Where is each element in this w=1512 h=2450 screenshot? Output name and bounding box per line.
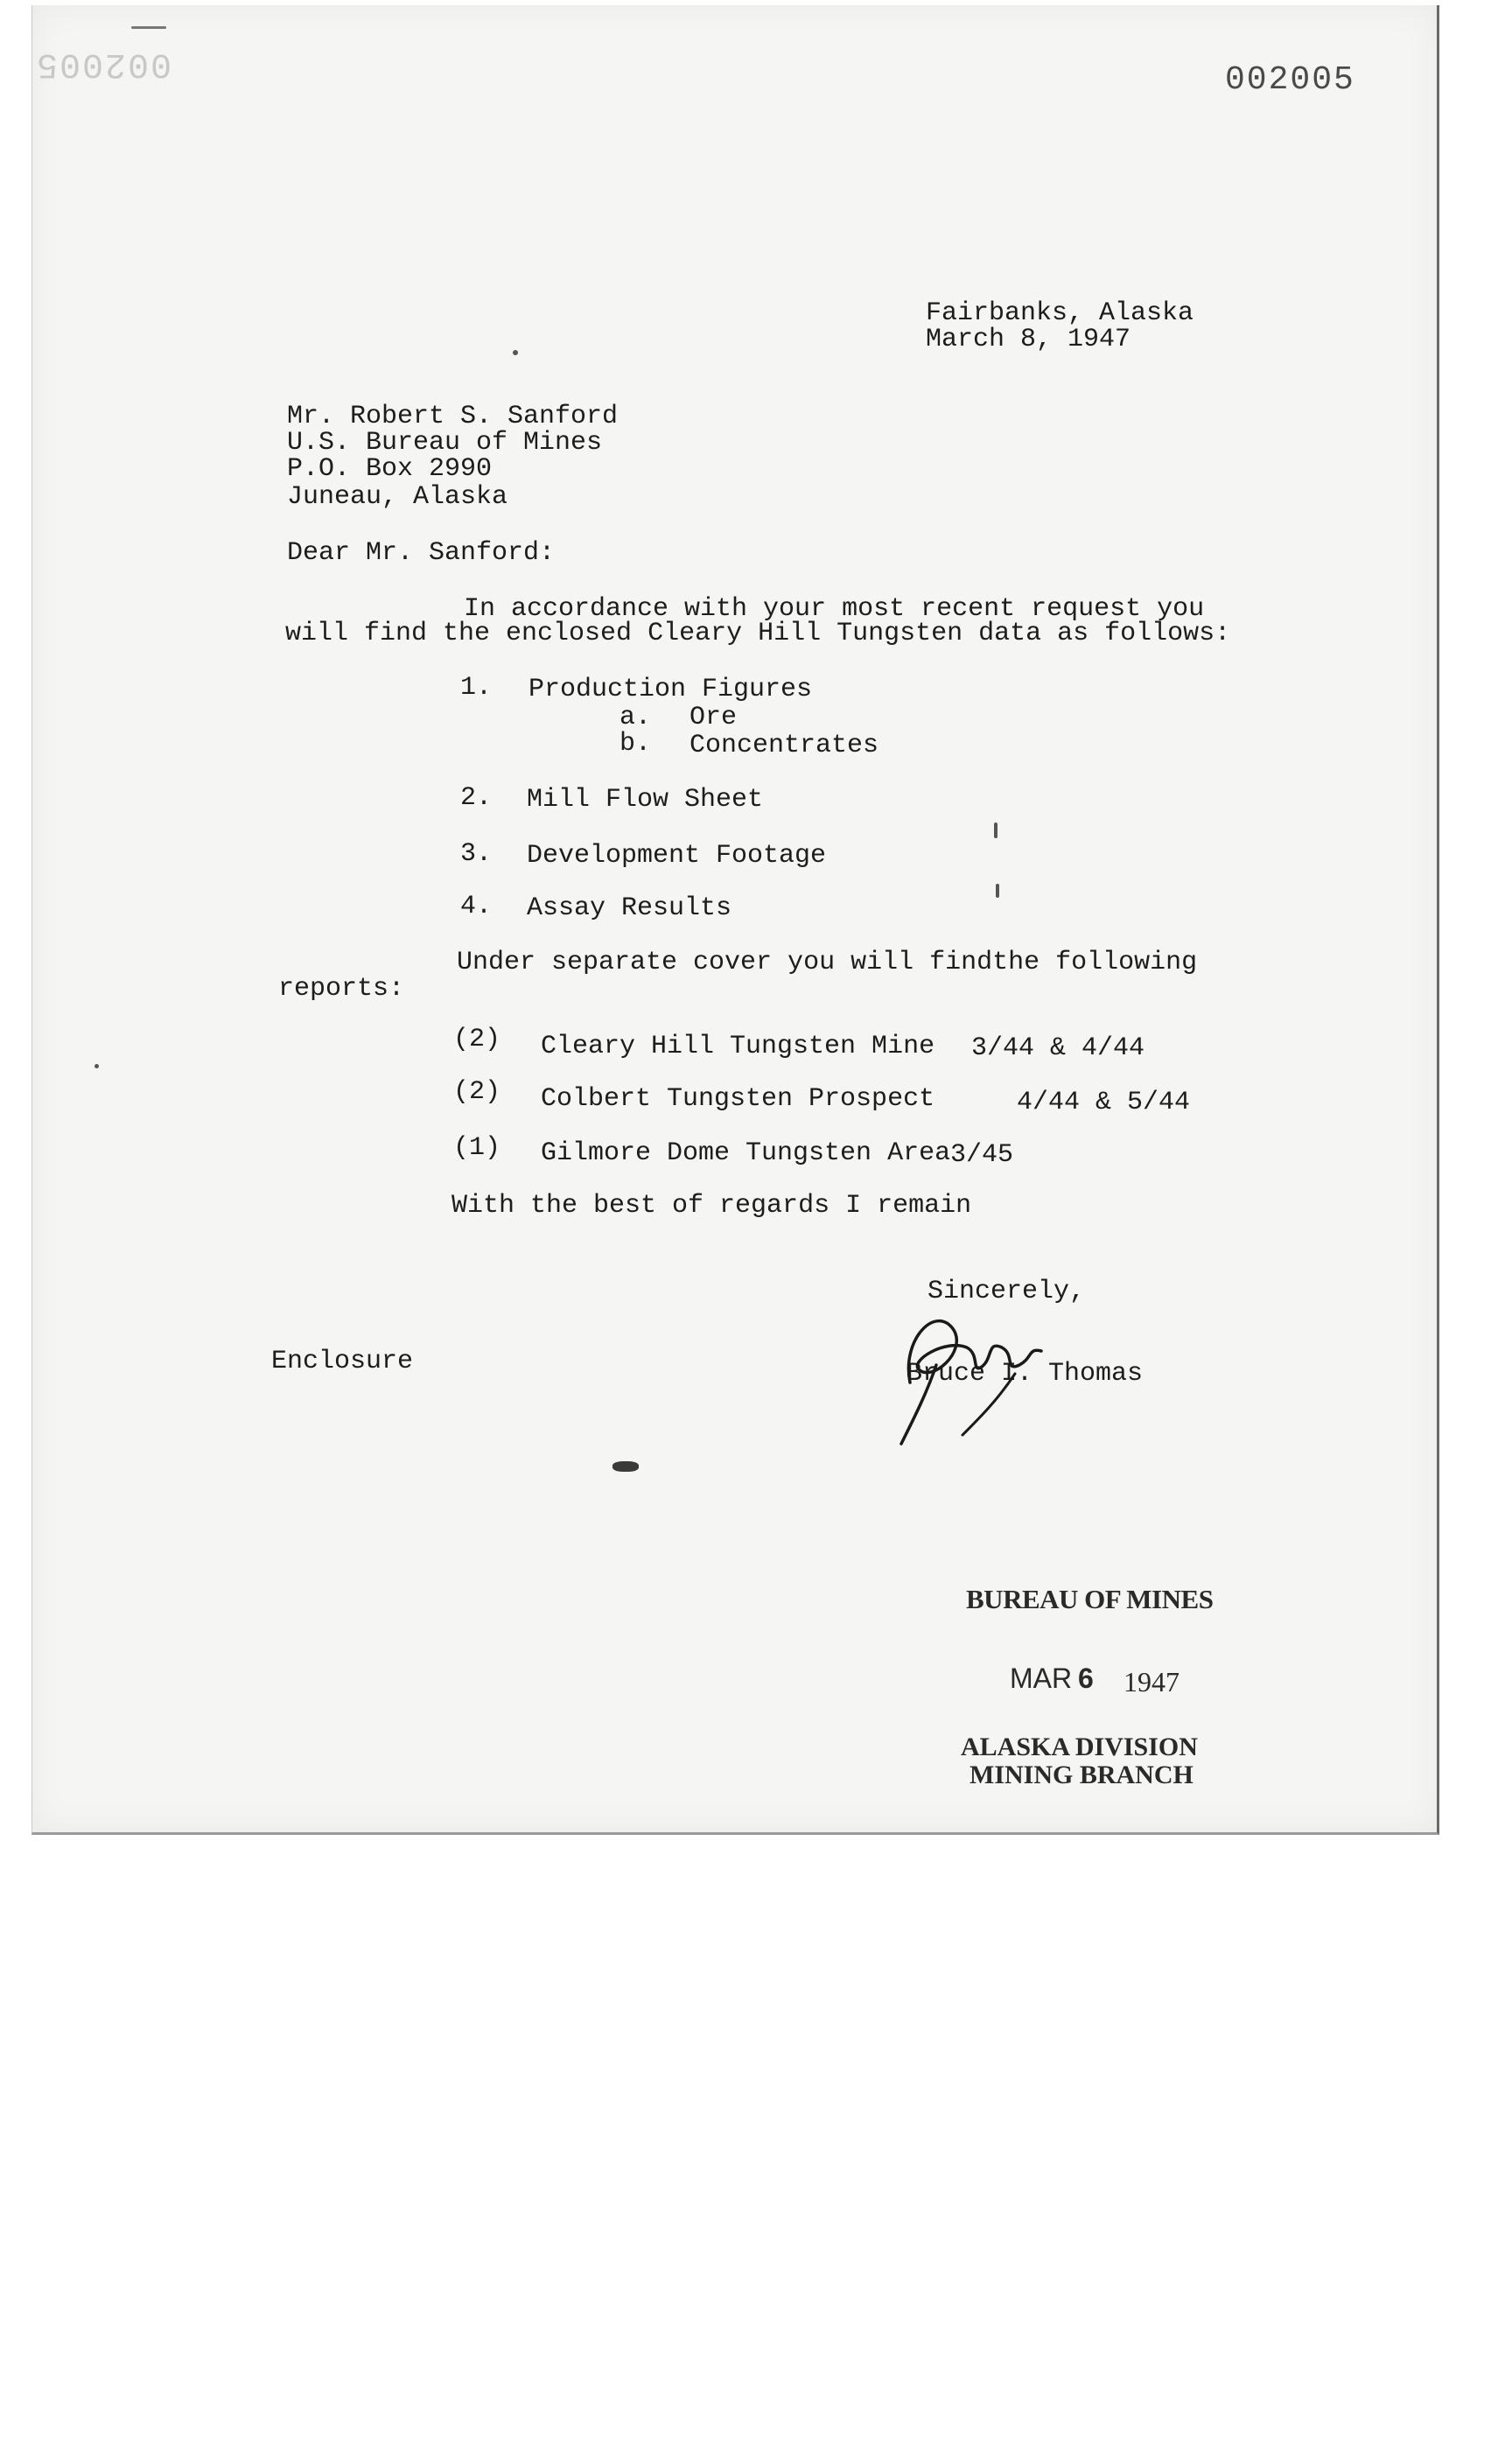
document-number: 002005 (1225, 61, 1355, 99)
item-label: Development Footage (527, 841, 827, 871)
report-title: Gilmore Dome Tungsten Area (541, 1138, 951, 1168)
bleed-through-number: 002005 (35, 44, 172, 83)
stamp-year: 1947 (1124, 1666, 1180, 1698)
separate-cover-line-2: reports: (278, 974, 405, 1004)
item-label: Mill Flow Sheet (527, 785, 764, 815)
enclosure-note: Enclosure (271, 1347, 414, 1376)
letter-date: March 8, 1947 (926, 325, 1131, 354)
sub-item-number: a. (620, 703, 652, 732)
recipient-city: Juneau, Alaska (287, 482, 508, 512)
ink-speck (996, 884, 999, 898)
letter-page (32, 5, 1439, 1835)
handwritten-signature (884, 1286, 1076, 1452)
intro-line-1: In accordance with your most recent request you (464, 594, 1205, 624)
report-count: (2) (453, 1025, 501, 1054)
stamp-month: MAR (1010, 1662, 1073, 1694)
ink-speck (131, 26, 166, 29)
signer-name: Bruce I. Thomas (906, 1359, 1144, 1389)
ink-speck (94, 1064, 99, 1068)
location: Fairbanks, Alaska (926, 298, 1194, 328)
report-title: Cleary Hill Tungsten Mine (541, 1032, 935, 1061)
item-number: 2. (460, 783, 493, 813)
sub-item-number: b. (620, 729, 652, 759)
stamp-bureau: BUREAU OF MINES (966, 1584, 1214, 1614)
sub-item-label: Ore (690, 703, 738, 732)
item-number: 1. (460, 673, 493, 703)
separate-cover-line: Under separate cover you will findthe following (457, 948, 1198, 977)
sub-item-label: Concentrates (690, 731, 879, 760)
ink-speck (513, 350, 518, 355)
report-dates: 4/44 & 5/44 (1017, 1088, 1191, 1117)
recipient-box: P.O. Box 2990 (287, 454, 493, 484)
sign-off: Sincerely, (928, 1277, 1086, 1306)
ink-speck (994, 822, 998, 838)
item-number: 4. (460, 892, 493, 921)
salutation: Dear Mr. Sanford: (287, 538, 556, 568)
item-label: Assay Results (527, 893, 732, 923)
recipient-name: Mr. Robert S. Sanford (287, 402, 619, 431)
report-count: (1) (453, 1133, 501, 1163)
intro-line-2: will find the enclosed Cleary Hill Tungsten data as follows: (285, 619, 1231, 648)
closing-line: With the best of regards I remain (452, 1191, 972, 1221)
item-number: 3. (460, 839, 493, 869)
report-dates: 3/45 (950, 1140, 1014, 1170)
stamp-branch: MINING BRANCH (970, 1760, 1194, 1789)
report-title: Colbert Tungsten Prospect (541, 1084, 935, 1114)
stamp-day: 6 (1078, 1662, 1094, 1694)
recipient-org: U.S. Bureau of Mines (287, 428, 603, 458)
ink-smudge (612, 1461, 639, 1472)
report-dates: 3/44 & 4/44 (971, 1033, 1145, 1063)
stamp-division: ALASKA DIVISION (961, 1732, 1198, 1761)
item-label: Production Figures (528, 675, 813, 704)
report-count: (2) (453, 1077, 501, 1107)
